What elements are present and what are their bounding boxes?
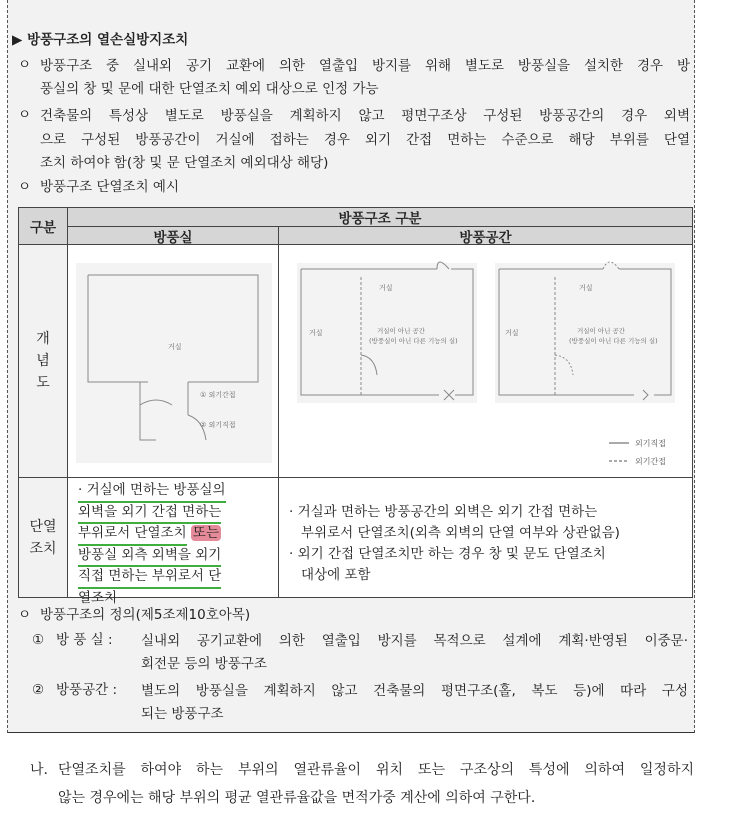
measure-line: · 외기 간접 단열조치만 하는 경우 창 및 문도 단열조치 bbox=[289, 546, 606, 562]
direct-label: ② 외기직접 bbox=[200, 421, 236, 429]
label-text: 조치 bbox=[29, 540, 57, 557]
measure-line: · 거실과 면하는 방풍공간의 외벽은 외기 간접 면하는 bbox=[289, 504, 598, 520]
row-label-measure bbox=[19, 478, 68, 597]
label-text: 단열 bbox=[29, 518, 57, 535]
space-label: 거실이 아닌 공간 bbox=[577, 327, 626, 335]
bullet-marker: ㅇ bbox=[18, 57, 32, 73]
bullet-line: 조치 하여야 함(창 및 문 단열조치 예외대상 해당) bbox=[40, 155, 329, 171]
space-label: 거실이 아닌 공간 bbox=[377, 327, 426, 335]
definition-term: 방풍공간 : bbox=[56, 682, 118, 698]
definition-title: 방풍구조의 정의(제5조제10호아목) bbox=[40, 607, 251, 623]
definition-line: 되는 방풍구조 bbox=[141, 706, 224, 722]
definition-num: ② bbox=[32, 682, 45, 698]
indirect-label: ① 외기간접 bbox=[200, 391, 236, 399]
definition-num: ① bbox=[32, 632, 45, 648]
room-label: 거실 bbox=[505, 329, 519, 337]
bullet-line: 방풍구조 중 실내외 공기 교환에 의한 열출입 방지를 위해 별도로 방풍실을 설치한 경우 방 bbox=[40, 58, 690, 74]
bullet-marker: ㅇ bbox=[18, 107, 32, 123]
measure-line: 직접 면하는 부위로서 단 bbox=[78, 567, 221, 589]
footer-marker: 나. bbox=[30, 762, 48, 778]
definition-line: 실내외 공기교환에 의한 열출입 방지를 목적으로 설계에 계획·반영된 이중문· bbox=[141, 633, 688, 649]
room-label: 거실 bbox=[309, 329, 323, 337]
bullet-marker: ㅇ bbox=[18, 179, 32, 195]
bullet-line: 건축물의 특성상 별도로 방풍실을 계획하지 않고 평면구조상 구성된 방풍공간의 경우 외벽 bbox=[40, 108, 690, 124]
footer-line: 단열조치를 하여야 하는 부위의 열관류율이 위치 또는 구조상의 특성에 의하여 일정하지 bbox=[58, 762, 694, 778]
bullet-line: 으로 구성된 방풍공간이 거실에 접하는 경우 외기 간접 면하는 수준으로 해당 부위를 단열 bbox=[40, 132, 690, 148]
triangle-marker-icon: ▶ bbox=[12, 32, 23, 48]
space-sublabel: (방풍실이 아닌 다른 기능의 실) bbox=[369, 337, 458, 345]
definition-marker: ㅇ bbox=[18, 607, 32, 623]
measure-line: 외벽을 외기 간접 면하는 bbox=[78, 503, 221, 525]
label-char: 개 bbox=[36, 331, 50, 347]
room-label: 거실 bbox=[168, 343, 182, 351]
section-title: 방풍구조의 열손실방지조치 bbox=[27, 32, 189, 48]
measure-line: 대상에 포함 bbox=[301, 567, 371, 583]
vestibule-diagram bbox=[68, 245, 279, 478]
room-label: 거실 bbox=[579, 284, 593, 292]
header-category: 구분 bbox=[19, 208, 68, 245]
measure-line: 열조치 bbox=[78, 589, 118, 606]
insulation-table bbox=[18, 207, 693, 606]
bullet-line: 방풍구조 단열조치 예시 bbox=[40, 179, 179, 195]
windbreak-space-diagram bbox=[279, 245, 692, 478]
measure-line: 부위로서 단열조치 bbox=[78, 524, 187, 546]
measure-vestibule-cell bbox=[68, 478, 279, 606]
bullet-line: 풍실의 창 및 문에 대한 단열조치 예외 대상으로 인정 가능 bbox=[40, 81, 379, 97]
row-label-concept bbox=[19, 245, 68, 478]
highlight-or: 또는 bbox=[192, 525, 220, 541]
label-char: 도 bbox=[36, 375, 50, 391]
definition-line: 회전문 등의 방풍구조 bbox=[141, 656, 267, 672]
header-windbreak-space: 방풍공간 bbox=[279, 227, 692, 245]
measure-line: 부위로서 단열조치(외측 외벽의 단열 여부와 상관없음) bbox=[301, 525, 620, 541]
info-box bbox=[7, 0, 695, 733]
room-label: 거실 bbox=[379, 284, 393, 292]
legend-indirect-label: 외기간접 bbox=[635, 457, 666, 466]
header-main: 방풍구조 구분 bbox=[68, 208, 692, 227]
space-sublabel: (방풍실이 아닌 다른 기능의 실) bbox=[569, 337, 658, 345]
label-char: 념 bbox=[36, 353, 50, 369]
definition-line: 별도의 방풍실을 계획하지 않고 건축물의 평면구조(홀, 복도 등)에 따라 구성 bbox=[141, 683, 688, 699]
concept-diagram-space-cell bbox=[279, 245, 692, 478]
definition-term: 방 풍 실 : bbox=[56, 632, 113, 648]
footer-line: 않는 경우에는 해당 부위의 평균 열관류율값을 면적가중 계산에 의하여 구한다. bbox=[58, 790, 536, 806]
measure-space-cell bbox=[279, 478, 692, 597]
concept-diagram-vestibule-cell bbox=[68, 245, 279, 478]
measure-line: 방풍실 외측 외벽을 외기 bbox=[78, 546, 221, 568]
measure-line: · 거실에 면하는 방풍실의 bbox=[78, 481, 226, 503]
section-heading bbox=[12, 31, 188, 50]
legend-direct-label: 외기직접 bbox=[635, 439, 666, 448]
header-vestibule: 방풍실 bbox=[68, 227, 279, 245]
